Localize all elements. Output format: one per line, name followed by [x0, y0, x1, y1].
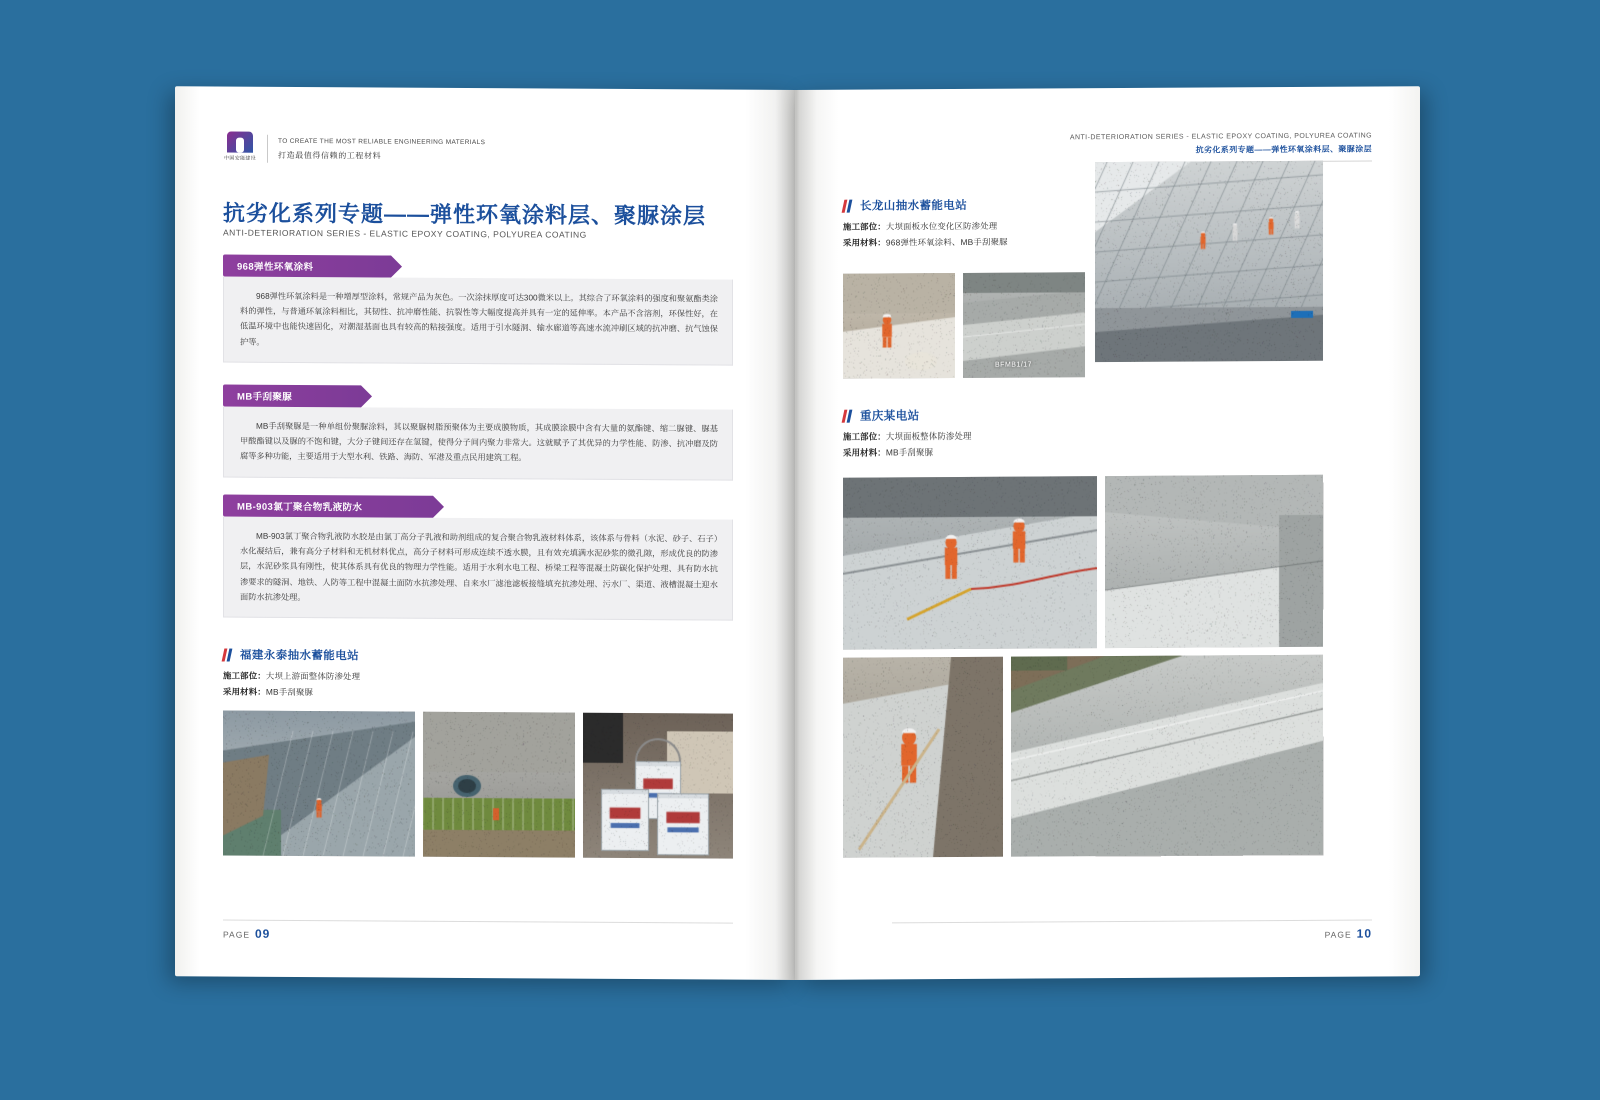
- photo-caption: BFMB1/17: [995, 361, 1033, 369]
- section-mb-polyurea: [223, 385, 733, 481]
- section-body: 968弹性环氧涂料是一种增厚型涂料，常规产品为灰色。一次涂抹厚度可达300微米以上。其综合了环氧涂料的强度和聚氨酯类涂料的弹性，与普通环氧涂料相比，其韧性、抗冲磨性能、抗裂性等大幅度提高并具有一定的延伸率。本产品不含溶剂，环保性好，在低温环境中也能快速固化，对潮湿基面也具有较高的粘接强度。适用于引水隧洞、输水廊道等高速水流冲刷区域的抗冲磨、抗气蚀保护等。: [223, 277, 733, 366]
- accent-bars-icon: [223, 648, 233, 661]
- section-mb903: [223, 495, 733, 621]
- project-photo: [1105, 475, 1323, 648]
- project-part: [843, 220, 1008, 233]
- project-part-label: 施工部位：: [843, 221, 886, 232]
- logo-divider: [267, 135, 268, 163]
- project-changlongshan: [843, 197, 1008, 249]
- project-heading: [223, 647, 360, 664]
- page-title: [223, 197, 706, 231]
- section-tab: [223, 385, 361, 408]
- project-material: [843, 236, 1008, 249]
- page-number: 10: [1356, 926, 1372, 941]
- project-material-label: 采用材料：: [843, 447, 886, 458]
- brand-tagline-en: TO CREATE THE MOST RELIABLE ENGINEERING MATERIALS: [278, 137, 486, 147]
- section-tab: [223, 255, 391, 278]
- section-tab: [223, 495, 433, 518]
- section-968-epoxy: [223, 255, 733, 366]
- brochure-spread: [175, 90, 1420, 980]
- running-header-cn: 抗劣化系列专题——弹性环氧涂料层、聚脲涂层: [1195, 144, 1372, 155]
- project-photo: [843, 273, 955, 379]
- project-title: 福建永泰抽水蓄能电站: [240, 649, 359, 663]
- page-footer-right: [1325, 926, 1372, 940]
- logo-company-name: 中国安能建设: [224, 155, 256, 162]
- project-photo: [1011, 655, 1323, 857]
- brand-logo: [223, 132, 485, 168]
- project-photo: [843, 476, 1097, 650]
- project-title: 重庆某电站: [860, 410, 920, 423]
- brand-tagline-cn: 打造最值得信赖的工程材料: [278, 150, 382, 161]
- project-part-label: 施工部位：: [843, 431, 886, 442]
- project-material: [843, 446, 972, 459]
- project-part-value: 大坝面板水位变化区防渗处理: [885, 220, 998, 232]
- project-material-value: MB手刮聚脲: [885, 447, 934, 458]
- left-page: [175, 86, 795, 980]
- footer-label: PAGE: [1324, 929, 1352, 940]
- project-photo: [843, 657, 1003, 858]
- project-photo: [1095, 161, 1323, 362]
- project-part-value: 大坝上游面整体防渗处理: [265, 670, 361, 682]
- running-header-en: ANTI-DETERIORATION SERIES - ELASTIC EPOXY COATING, POLYUREA COATING: [1069, 132, 1372, 142]
- page-title-en: ANTI-DETERIORATION SERIES - ELASTIC EPOXY COATING, POLYUREA COATING: [223, 227, 587, 240]
- page-title-sub: ——弹性环氧涂料层、聚脲涂层: [384, 201, 707, 229]
- page-number: 09: [255, 926, 271, 941]
- section-tab-label: 968弹性环氧涂料: [237, 261, 314, 274]
- page-title-main: 抗劣化系列专题: [223, 200, 385, 227]
- project-part-value: 大坝面板整体防渗处理: [885, 430, 972, 442]
- project-material-value: MB手刮聚脲: [265, 686, 314, 698]
- page-footer-left: [223, 927, 270, 941]
- project-photo: [223, 711, 415, 857]
- section-tab-label: MB-903氯丁聚合物乳液防水: [237, 501, 363, 514]
- project-part: [223, 670, 360, 683]
- project-chongqing: [843, 407, 972, 459]
- section-tab-label: MB手刮聚脲: [237, 391, 293, 403]
- project-material-label: 采用材料：: [843, 237, 886, 248]
- logo-icon: [223, 132, 257, 166]
- right-page: [795, 86, 1420, 980]
- project-fujian: [223, 647, 360, 699]
- accent-bars-icon: [843, 199, 853, 212]
- project-material-label: 采用材料：: [223, 686, 266, 697]
- project-photo: [423, 712, 575, 858]
- accent-bars-icon: [843, 409, 853, 422]
- section-body: MB-903氯丁聚合物乳液防水胶是由氯丁高分子乳液和助剂组成的复合聚合物乳液材料体系，该体系与骨料（水泥、砂子、石子）水化凝结后，兼有高分子材料和无机材料优点，高分子材料可形成连续不透水膜，且有效充填满水泥砂浆的微孔隙，形成优良的防渗层，水泥砂浆具有刚性，使其体系具有优良的物理力学性能。适用于水利水电工程、桥梁工程等混凝土防碳化保护处理、具有防水抗渗要求的隧洞、地铁、人防等工程中混凝土面防水抗渗处理、自来水厂滤池滤板接缝填充抗渗处理、污水厂、渠道、液槽混凝土迎水面防水抗渗处理。: [223, 517, 733, 621]
- project-part: [843, 430, 972, 443]
- footer-label: PAGE: [223, 929, 250, 940]
- section-body: MB手刮聚脲是一种单组份聚脲涂料，其以聚脲树脂预聚体为主要成膜物质，其成膜涂膜中含有大量的氨酯键、缩二脲键、脲基甲酸酯键以及脲的不饱和键，大分子键间还存在氢键，使得分子间内聚力非常大。这就赋予了其优异的力学性能、防渗、抗冲磨及防腐等多种功能，主要适用于大型水利、铁路、海防、军港及重点民用建筑工程。: [223, 407, 733, 481]
- project-title: 长龙山抽水蓄能电站: [860, 199, 968, 213]
- project-part-label: 施工部位：: [223, 670, 266, 681]
- project-material-value: 968弹性环氧涂料、MB手刮聚脲: [885, 236, 1008, 248]
- project-material: [223, 686, 360, 699]
- running-header: [1070, 132, 1372, 156]
- project-heading: [843, 407, 972, 424]
- project-photo: [583, 713, 733, 859]
- project-heading: [843, 197, 1008, 214]
